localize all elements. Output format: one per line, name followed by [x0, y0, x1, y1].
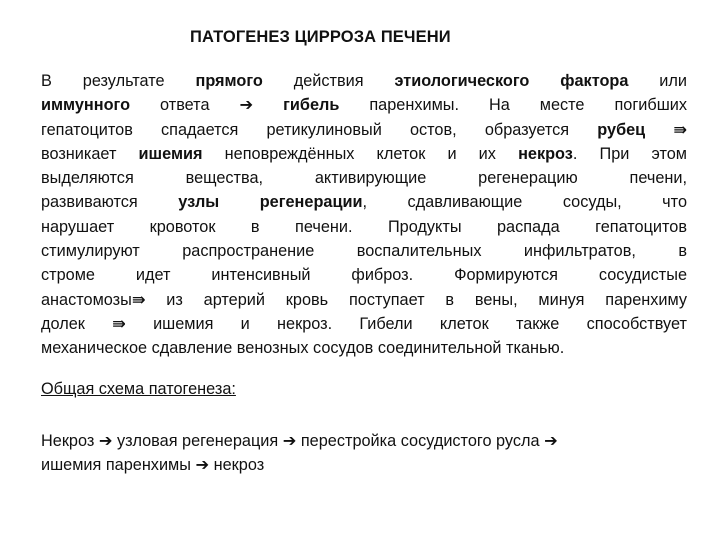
arrow-icon: ⇛	[112, 314, 126, 333]
bold-term: ишемия	[138, 144, 203, 163]
schema-line-1: Некроз ➔ узловая регенерация ➔ перестройка сосудистого русла ➔	[41, 432, 558, 450]
bold-term: иммунного	[41, 96, 131, 115]
paragraph-line: анастомозы⇛ из артерий кровь поступает в вены, минуя паренхиму	[41, 290, 687, 309]
bold-term: узлы регенерации	[178, 193, 363, 212]
schema-line-2: ишемия паренхимы ➔ некроз	[41, 456, 265, 475]
pathogenesis-paragraph	[41, 69, 687, 361]
paragraph-line: строме идет интенсивный фиброз. Формируются сосудистые	[41, 266, 687, 285]
arrow-icon: ➔	[239, 96, 254, 115]
paragraph-line: выделяются вещества, активирующие регенерацию печени,	[41, 169, 687, 188]
arrow-icon: ⇛	[131, 290, 146, 309]
paragraph-line: В результате прямого действия этиологического фактора или	[41, 72, 687, 90]
bold-term: рубец	[597, 120, 646, 139]
paragraph-line: иммунного ответа ➔ гибель паренхимы. На месте погибших	[41, 96, 687, 115]
bold-term: некроз	[518, 144, 573, 163]
bold-term: гибель	[283, 96, 340, 115]
paragraph-line: механическое сдавление венозных сосудов соединительной тканью.	[41, 339, 565, 358]
slide-title: ПАТОГЕНЕЗ ЦИРРОЗА ПЕЧЕНИ	[190, 28, 451, 46]
paragraph-line: нарушает кровоток в печени. Продукты распада гепатоцитов	[41, 217, 687, 236]
bold-term: прямого	[195, 72, 263, 90]
bold-term: этиологического фактора	[394, 72, 629, 90]
schema-heading: Общая схема патогенеза:	[41, 380, 236, 398]
arrow-icon: ⇛	[673, 120, 688, 139]
paragraph-line: развиваются узлы регенерации, сдавливающие сосуды, что	[41, 193, 687, 212]
paragraph-line: гепатоцитов спадается ретикулиновый остов, образуется рубец ⇛	[41, 120, 688, 139]
paragraph-line: стимулируют распространение воспалительных инфильтратов, в	[41, 242, 687, 261]
paragraph-line: долек ⇛ ишемия и некроз. Гибели клеток также способствует	[41, 314, 687, 333]
schema-text	[41, 429, 701, 478]
paragraph-line: возникает ишемия неповреждённых клеток и их некроз. При этом	[41, 144, 687, 163]
